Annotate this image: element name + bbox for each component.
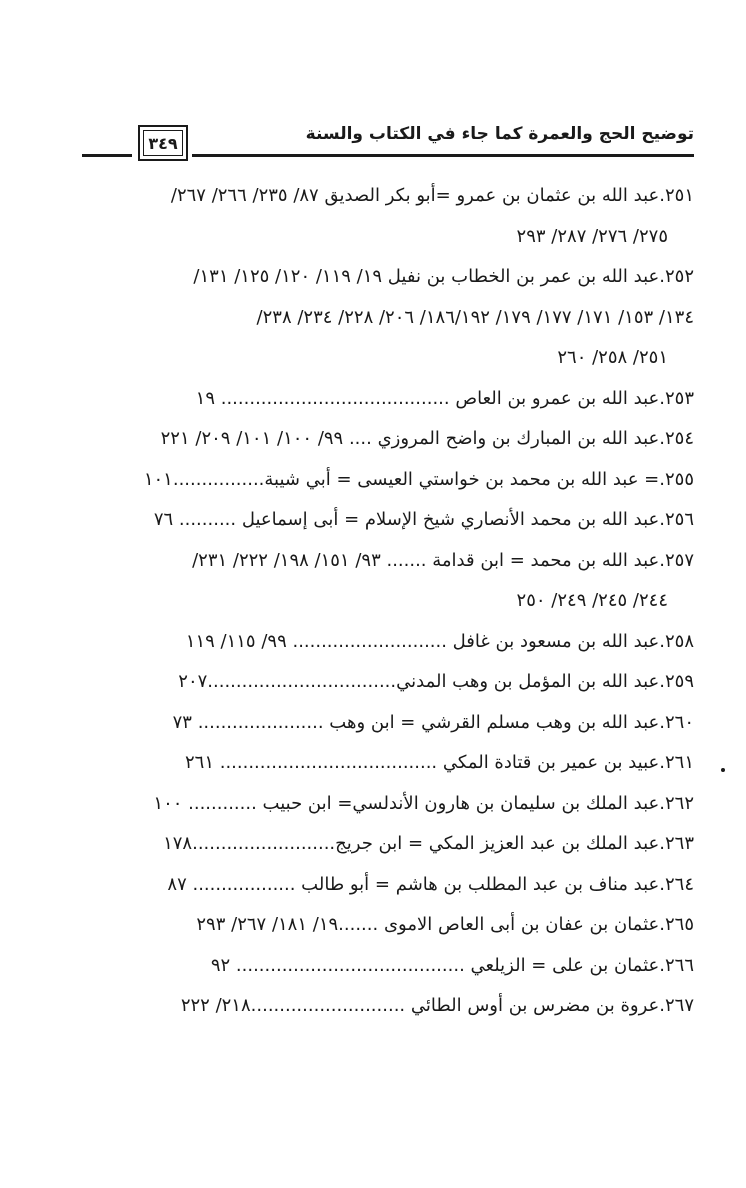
index-entry: ٢٦٢.عبد الملك بن سليمان بن هارون الأندلسي= ابن حبيب ............ ١٠٠	[153, 792, 694, 814]
header-rule-left	[82, 154, 132, 157]
index-entry-continuation: ٢٧٥/ ٢٧٦/ ٢٨٧/ ٢٩٣	[516, 225, 668, 247]
index-entry: ٢٦٦.عثمان بن على = الزيلعي ........................................ ٩٢	[210, 954, 694, 976]
index-entry: ٢٥٣.عبد الله بن عمرو بن العاص ........................................ ١٩	[195, 387, 694, 409]
running-header	[82, 116, 694, 166]
index-entry: ٢٥٨.عبد الله بن مسعود بن غافل ........................... ٩٩/ ١١٥/ ١١٩	[185, 630, 694, 652]
index-entry: ٢٥٤.عبد الله بن المبارك بن واضح المروزي .... ٩٩/ ١٠٠/ ١٠١/ ٢٠٩/ ٢٢١	[160, 428, 694, 449]
margin-dot	[721, 768, 725, 772]
index-entry: ٢٥٥.= عبد الله بن محمد بن خواستي العيسى = أبي شيبة................١٠١	[143, 468, 694, 490]
index-entry-continuation: ٢٥١/ ٢٥٨/ ٢٦٠	[557, 347, 668, 368]
index-entry: ٢٦٥.عثمان بن عفان بن أبى العاص الاموى .......١٩/ ١٨١/ ٢٦٧/ ٢٩٣	[196, 914, 694, 935]
running-header-title: توضيح الحج والعمرة كما جاء في الكتاب والسنة	[305, 124, 694, 144]
index-entry: ٢٥٦.عبد الله بن محمد الأنصاري شيخ الإسلام = أبى إسماعيل .......... ٧٦	[153, 509, 694, 530]
index-entry: ٢٥٩.عبد الله بن المؤمل بن وهب المدني.................................٢٠٧	[178, 671, 694, 692]
index-entry: ٢٦١.عبيد بن عمير بن قتادة المكي ...................................... ٢٦١	[184, 752, 694, 773]
index-entry: ٢٥١.عبد الله بن عثمان بن عمرو =أبو بكر الصديق ٨٧/ ٢٣٥/ ٢٦٦/ ٢٦٧/	[170, 185, 694, 206]
index-entry: ٢٦٣.عبد الملك بن عبد العزيز المكي = ابن جريج.........................١٧٨	[163, 833, 694, 854]
header-rule-right	[192, 154, 694, 157]
index-list	[98, 176, 694, 1027]
index-entry: ١٣٤/ ١٥٣/ ١٧١/ ١٧٧/ ١٧٩/ ١٨٦/١٩٢/ ٢٠٦/ ٢٢٨/ ٢٣٤/ ٢٣٨/	[256, 306, 694, 328]
index-entry: ٢٦٤.عبد مناف بن عبد المطلب بن هاشم = أبو طالب .................. ٨٧	[167, 873, 694, 895]
index-entry: ٢٦٧.عروة بن مضرس بن أوس الطائي ...........................٢١٨/ ٢٢٢	[180, 995, 694, 1016]
index-entry: ٢٥٢.عبد الله بن عمر بن الخطاب بن نفيل ١٩/ ١١٩/ ١٢٠/ ١٢٥/ ١٣١/	[193, 266, 694, 287]
index-entry: ٢٦٠.عبد الله بن وهب مسلم القرشي = ابن وهب ...................... ٧٣	[172, 711, 694, 733]
index-entry: ٢٥٧.عبد الله بن محمد = ابن قدامة ....... ٩٣/ ١٥١/ ١٩٨/ ٢٢٢/ ٢٣١/	[192, 549, 694, 571]
page-number: ٣٤٩	[143, 130, 183, 156]
page-number-frame	[138, 125, 188, 161]
index-entry-continuation: ٢٤٤/ ٢٤٥/ ٢٤٩/ ٢٥٠	[516, 590, 668, 611]
